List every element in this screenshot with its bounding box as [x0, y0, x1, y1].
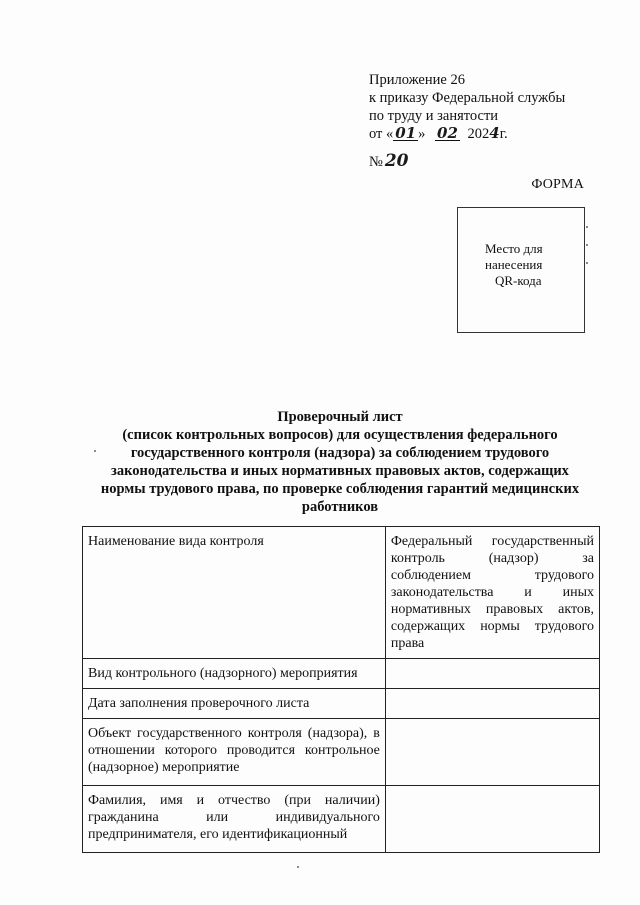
table-row [83, 786, 600, 853]
title-line-3: государственного контроля (надзора) за соблюдением трудового [130, 445, 550, 461]
table-cell-value [385, 719, 599, 786]
scan-speck [586, 244, 588, 246]
qr-placeholder-line-1: Место для [485, 241, 543, 256]
table-row [83, 719, 600, 786]
title-line-5: нормы трудового права, по проверке соблюдения гарантий медицинских [100, 481, 580, 497]
table-row [83, 527, 600, 659]
date-day-handwritten: 01 [395, 124, 417, 142]
title-line-4: законодательства и иных нормативных правовых актов, содержащих [111, 463, 569, 479]
title-line-1: Проверочный лист [277, 409, 403, 425]
table-cell-label: Вид контрольного (надзорного) мероприятия [83, 659, 386, 689]
qr-placeholder-text [485, 241, 565, 289]
scan-speck [297, 866, 299, 868]
date-mid: » [418, 126, 426, 142]
appendix-line-3: по труду и занятости [369, 108, 499, 124]
appendix-line-1: Приложение 26 [369, 72, 465, 88]
table-cell-label: Дата заполнения проверочного листа [83, 689, 386, 719]
table-cell-label: Объект государственного контроля (надзора), в отношении которого проводится контрольное (надзорное) мероприятие [83, 719, 386, 786]
qr-placeholder-line-2: нанесения [485, 257, 543, 272]
table-cell-label: Фамилия, имя и отчество (при наличии) гражданина или индивидуального предпринимателя, его идентификационный [83, 786, 386, 853]
title-line-2: (список контрольных вопросов) для осуществления федерального [122, 427, 558, 443]
table-cell-value [385, 689, 599, 719]
table-cell-label: Наименование вида контроля [83, 527, 386, 659]
date-suffix: г. [499, 126, 508, 142]
appendix-number-line [369, 153, 609, 171]
table-row [83, 689, 600, 719]
number-handwritten: 20 [384, 151, 409, 171]
checklist-info-table [82, 526, 600, 853]
number-prefix: № [369, 154, 383, 170]
document-title [80, 408, 600, 516]
scan-speck [586, 262, 588, 264]
date-month-handwritten: 02 [437, 124, 458, 142]
date-prefix: от « [369, 126, 394, 142]
appendix-date-line [369, 125, 609, 143]
scan-speck [94, 450, 96, 452]
table-cell-value [385, 659, 599, 689]
table-cell-value [385, 786, 599, 853]
table-row [83, 659, 600, 689]
qr-placeholder-line-3: QR-кода [495, 273, 542, 288]
scan-speck [586, 226, 588, 228]
table-cell-value: Федеральный государственный контроль (надзор) за соблюдением трудового законодательства и иных нормативных правовых актов, содержащих нормы трудового права [385, 527, 599, 659]
forma-label: ФОРМА [531, 177, 584, 192]
date-year-digit-handwritten: 4 [489, 124, 500, 142]
date-year-prefix: 202 [467, 126, 490, 142]
appendix-line-2: к приказу Федеральной службы [369, 90, 566, 106]
title-line-6: работников [301, 499, 379, 515]
appendix-header [369, 71, 609, 171]
